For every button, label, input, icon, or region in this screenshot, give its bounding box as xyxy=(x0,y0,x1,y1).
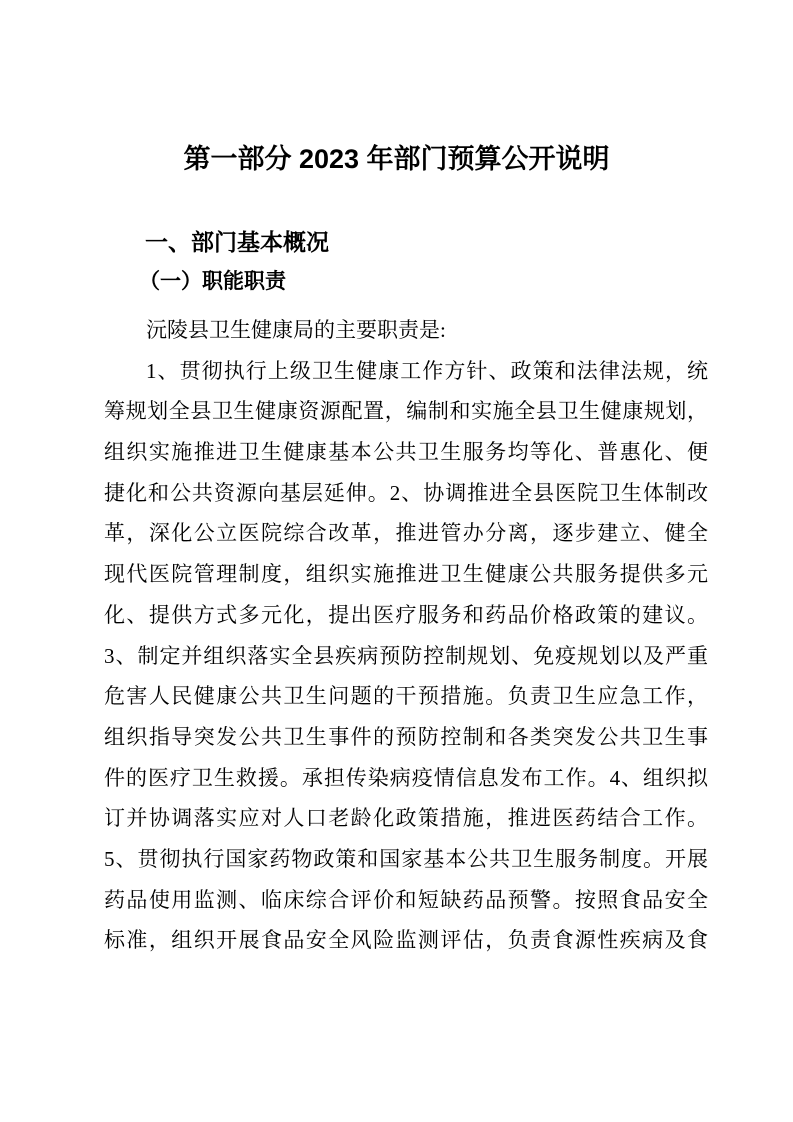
body-text-line: 化、提供方式多元化，提出医疗服务和药品价格政策的建议。 xyxy=(104,602,708,627)
intro-line: 沅陵县卫生健康局的主要职责是: xyxy=(146,318,446,342)
body-text-line: 标准，组织开展食品安全风险监测评估，负责食源性疾病及食 xyxy=(104,928,708,953)
body-text-line: 现代医院管理制度，组织实施推进卫生健康公共服务提供多元 xyxy=(104,562,708,587)
body-text-line: 筹规划全县卫生健康资源配置，编制和实施全县卫生健康规划， xyxy=(104,399,708,424)
body-text-line: 捷化和公共资源向基层延伸。2、协调推进全县医院卫生体制改 xyxy=(104,480,708,505)
body-text-line: 药品使用监测、临床综合评价和短缺药品预警。按照食品安全 xyxy=(104,887,708,912)
body-text-line: 组织指导突发公共卫生事件的预防控制和各类突发公共卫生事 xyxy=(104,724,708,749)
body-text-line: 5、贯彻执行国家药物政策和国家基本公共卫生服务制度。开展 xyxy=(104,846,708,871)
body-text xyxy=(104,310,708,961)
body-text-line: 订并协调落实应对人口老龄化政策措施，推进医药结合工作。 xyxy=(104,806,708,831)
body-text-line: 1、贯彻执行上级卫生健康工作方针、政策和法律法规，统 xyxy=(146,358,708,383)
body-text-line: 件的医疗卫生救援。承担传染病疫情信息发布工作。4、组织拟 xyxy=(104,765,708,790)
body-text-line: 危害人民健康公共卫生问题的干预措施。负责卫生应急工作， xyxy=(104,684,708,709)
body-text-line: 组织实施推进卫生健康基本公共卫生服务均等化、普惠化、便 xyxy=(104,440,708,465)
document-title: 第一部分 2023 年部门预算公开说明 xyxy=(183,144,610,174)
section-heading: 一、部门基本概况 xyxy=(145,229,329,255)
body-text-line: 3、制定并组织落实全县疾病预防控制规划、免疫规划以及严重 xyxy=(104,643,708,668)
subsection-heading: （一）职能职责 xyxy=(139,270,286,293)
body-text-line: 革，深化公立医院综合改革，推进管办分离，逐步建立、健全 xyxy=(104,521,708,546)
